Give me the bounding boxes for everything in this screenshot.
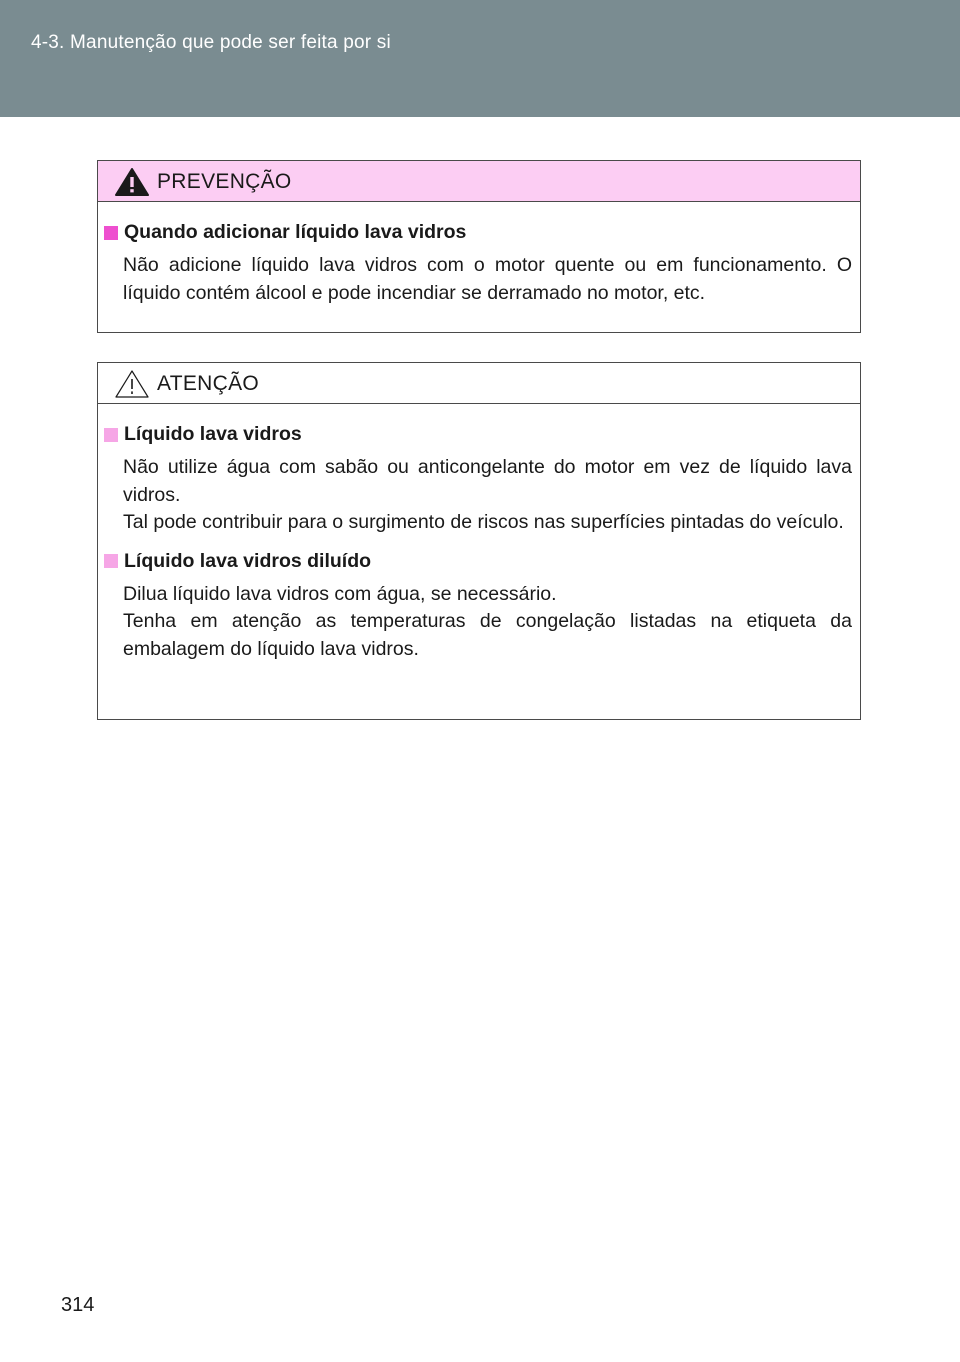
notice-box-label: ATENÇÃO	[157, 372, 260, 395]
item-title-text: Quando adicionar líquido lava vidros	[124, 221, 467, 243]
item-title-text: Líquido lava vidros	[124, 423, 302, 445]
section-title: 4-3. Manutenção que pode ser feita por si	[31, 32, 391, 53]
notice-item	[104, 421, 852, 537]
warning-outline-triangle-icon	[113, 368, 151, 400]
warning-item	[104, 219, 852, 307]
notice-box-body	[98, 404, 860, 663]
notice-item-title	[104, 421, 852, 448]
warning-filled-triangle-icon	[113, 166, 151, 198]
notice-item-text	[123, 454, 852, 537]
notice-item	[104, 548, 852, 664]
item-title-text: Líquido lava vidros diluído	[124, 549, 372, 572]
notice-box	[97, 362, 861, 720]
warning-item-title	[104, 219, 852, 246]
warning-box-body	[98, 202, 860, 307]
warning-item-text	[123, 252, 852, 307]
warning-box	[97, 160, 861, 333]
section-header-band	[0, 0, 960, 117]
page-number: 314	[61, 1294, 95, 1316]
warning-box-header	[98, 161, 860, 202]
square-bullet-icon	[104, 428, 118, 442]
square-bullet-icon	[104, 554, 118, 568]
notice-box-header	[98, 363, 860, 404]
paragraph: Tal pode contribuir para o surgimento de riscos nas superfícies pintadas do veículo.	[123, 511, 844, 533]
notice-item-text	[123, 581, 852, 664]
paragraph: Dilua líquido lava vidros com água, se necessário.	[123, 582, 557, 605]
paragraph: Não utilize água com sabão ou anticongelante do motor em vez de líquido lava vidros.	[123, 456, 852, 506]
paragraph: Não adicione líquido lava vidros com o motor quente ou em funcionamento. O líquido contém álcool e pode incendiar se derramado no motor, etc.	[123, 254, 852, 304]
warning-box-label: PREVENÇÃO	[157, 170, 292, 193]
notice-item-title	[104, 548, 852, 575]
paragraph: Tenha em atenção as temperaturas de congelação listadas na etiqueta da embalagem do líquido lava vidros.	[123, 610, 852, 660]
square-bullet-icon	[104, 226, 118, 240]
